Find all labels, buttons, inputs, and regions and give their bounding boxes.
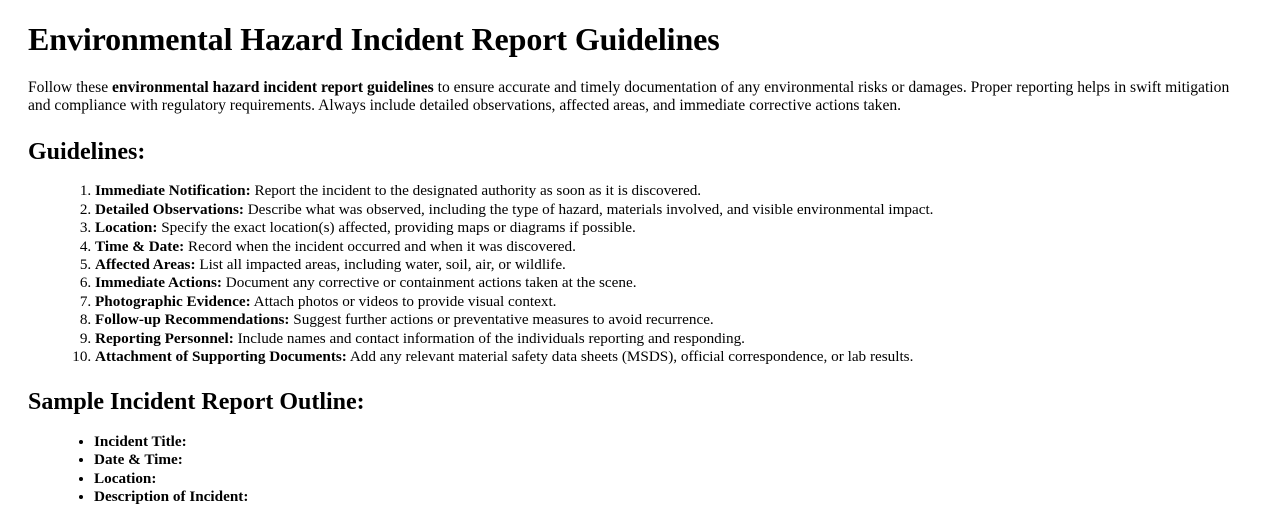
intro-paragraph (28, 79, 1250, 116)
list-item (95, 201, 1250, 219)
list-item (95, 219, 1250, 237)
guideline-text: Document any corrective or containment actions taken at the scene. (221, 274, 637, 292)
outline-heading: Sample Incident Report Outline: (28, 389, 365, 416)
guideline-text: Attach photos or videos to provide visual context. (250, 292, 557, 310)
guideline-lead: Location: (95, 219, 158, 237)
list-item: • Description of Incident: (94, 488, 1250, 506)
guideline-lead: Affected Areas: (95, 256, 196, 274)
guidelines-heading: Guidelines: (28, 138, 146, 165)
list-item (95, 311, 1250, 329)
list-item (95, 274, 1250, 292)
guideline-text: Suggest further actions or preventative measures to avoid recurrence. (289, 311, 714, 329)
guideline-text: Describe what was observed, including the type of hazard, materials involved, and visible environmental impact. (243, 200, 934, 218)
list-item: • Location: (94, 470, 1250, 488)
guideline-text: Specify the exact location(s) affected, providing maps or diagrams if possible. (157, 219, 636, 237)
list-item (95, 330, 1250, 348)
list-item (95, 293, 1250, 311)
guideline-lead: Detailed Observations: (95, 200, 244, 218)
guideline-lead: Photographic Evidence: (95, 292, 251, 310)
list-item: • Incident Title: (94, 433, 1250, 451)
list-item: • Date & Time: (94, 451, 1250, 469)
guideline-text: Add any relevant material safety data sheets (MSDS), official correspondence, or lab results. (346, 348, 914, 366)
list-item (95, 182, 1250, 200)
guideline-lead: Reporting Personnel: (95, 329, 234, 347)
list-item (95, 256, 1250, 274)
document-page (0, 21, 1278, 507)
guideline-text: List all impacted areas, including water, soil, air, or wildlife. (195, 256, 566, 274)
guideline-text: Report the incident to the designated authority as soon as it is discovered. (250, 182, 702, 200)
guideline-lead: Immediate Actions: (95, 274, 222, 292)
guideline-lead: Attachment of Supporting Documents: (95, 348, 347, 366)
intro-text-bold: environmental hazard incident report guidelines (112, 78, 434, 96)
list-item (95, 238, 1250, 256)
list-item (95, 348, 1250, 366)
page-title: Environmental Hazard Incident Report Guidelines (28, 21, 720, 57)
guideline-lead: Immediate Notification: (95, 182, 251, 200)
intro-text-after: to ensure accurate and timely documentation of any environmental risks or damages. Proper reporting helps in swift mitigation and compliance with regulatory requirements. Always include detailed observations, affected areas, and immediate corrective actions taken. (28, 78, 1230, 115)
guidelines-list (28, 182, 1250, 366)
guideline-lead: Follow-up Recommendations: (95, 311, 290, 329)
intro-text-before: Follow these (28, 78, 113, 96)
guideline-text: Include names and contact information of the individuals reporting and responding. (233, 329, 745, 347)
guideline-text: Record when the incident occurred and when it was discovered. (184, 237, 576, 255)
guideline-lead: Time & Date: (95, 237, 185, 255)
outline-list (28, 433, 1250, 507)
